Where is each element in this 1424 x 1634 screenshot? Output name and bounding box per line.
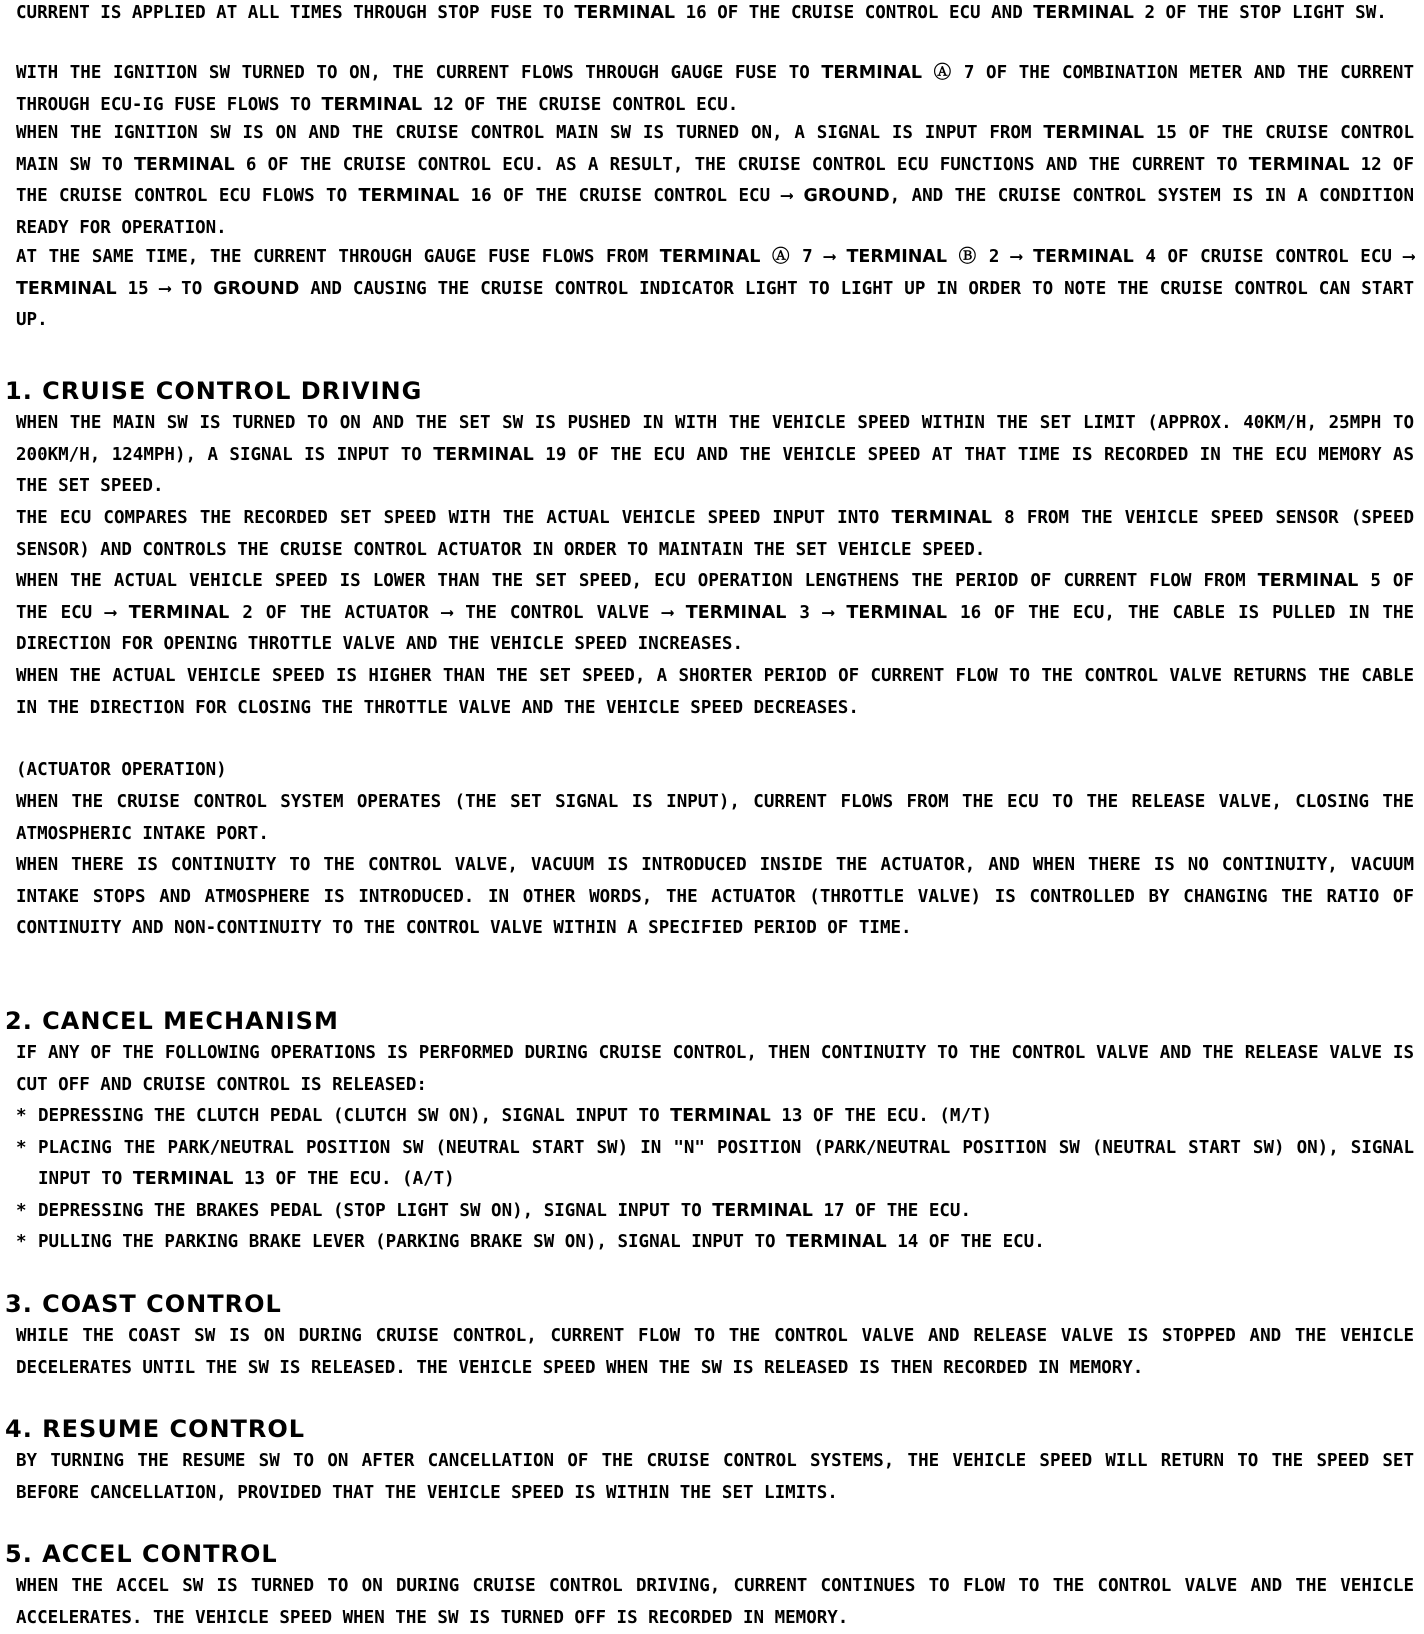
terminal-keyword: TERMINAL	[891, 508, 993, 528]
section1-paragraph-3: WHEN THE ACTUAL VEHICLE SPEED IS LOWER THAN THE SET SPEED, ECU OPERATION LENGTHENS THE PERIOD OF CURRENT FLOW FROM TERMINAL 5 OF THE ECU ⟶ TERMINAL 2 OF THE ACTUATOR ⟶ THE CONTROL VALVE ⟶ TERMINAL 3 ⟶ TERMINAL 16 OF THE ECU, THE CABLE IS PULLED IN THE DIRECTION FOR OPENING THROTTLE VALVE AND THE VEHICLE SPEED INCREASES.	[16, 571, 1415, 654]
section1-paragraph-1: WHEN THE MAIN SW IS TURNED TO ON AND THE SET SW IS PUSHED IN WITH THE VEHICLE SPEED WITHIN THE SET LIMIT (APPROX. 40KM/H, 25MPH TO 200KM/H, 124MPH), A SIGNAL IS INPUT TO TERMINAL 19 OF THE ECU AND THE VEHICLE SPEED AT THAT TIME IS RECORDED IN THE ECU MEMORY AS THE SET SPEED.	[16, 413, 1414, 496]
section4-paragraph-1: BY TURNING THE RESUME SW TO ON AFTER CANCELLATION OF THE CRUISE CONTROL SYSTEMS, THE VEHICLE SPEED WILL RETURN TO THE SPEED SET BEFORE CANCELLATION, PROVIDED THAT THE VEHICLE SPEED IS WITHIN THE SET LIMITS.	[16, 1451, 1414, 1503]
terminal-keyword: TERMINAL	[1257, 571, 1359, 591]
terminal-keyword: TERMINAL	[1033, 247, 1134, 267]
terminal-keyword: TERMINAL	[786, 1232, 887, 1252]
section1-paragraph-6: WHEN THERE IS CONTINUITY TO THE CONTROL VALVE, VACUUM IS INTRODUCED INSIDE THE ACTUATOR, AND WHEN THERE IS NO CONTINUITY, VACUUM INTAKE STOPS AND ATMOSPHERE IS INTRODUCED. IN OTHER WORDS, THE ACTUATOR (THROTTLE VALVE) IS CONTROLLED BY CHANGING THE RATIO OF CONTINUITY AND NON-CONTINUITY TO THE CONTROL VALVE WITHIN A SPECIFIED PERIOD OF TIME.	[16, 855, 1414, 938]
list-item	[16, 1133, 1414, 1196]
section5-paragraph-1: WHEN THE ACCEL SW IS TURNED TO ON DURING CRUISE CONTROL DRIVING, CURRENT CONTINUES TO FLOW TO THE CONTROL VALVE AND THE VEHICLE ACCELERATES. THE VEHICLE SPEED WHEN THE SW IS TURNED OFF IS RECORDED IN MEMORY.	[16, 1576, 1414, 1628]
terminal-keyword: TERMINAL	[574, 3, 676, 23]
section-heading-coast-control: 3. COAST CONTROL	[5, 1290, 282, 1318]
terminal-keyword: TERMINAL	[1043, 123, 1144, 143]
terminal-keyword: TERMINAL	[128, 602, 230, 623]
terminal-keyword: TERMINAL	[670, 1106, 771, 1126]
section-heading-accel-control: 5. ACCEL CONTROL	[5, 1540, 278, 1568]
terminal-keyword: TERMINAL	[846, 247, 948, 267]
section1-paragraph-5: WHEN THE CRUISE CONTROL SYSTEM OPERATES (THE SET SIGNAL IS INPUT), CURRENT FLOWS FROM THE ECU TO THE RELEASE VALVE, CLOSING THE ATMOSPHERIC INTAKE PORT.	[16, 792, 1414, 844]
terminal-keyword: TERMINAL	[846, 602, 948, 623]
terminal-keyword: TERMINAL	[133, 154, 235, 175]
intro-paragraph-1: CURRENT IS APPLIED AT ALL TIMES THROUGH STOP FUSE TO TERMINAL 16 OF THE CRUISE CONTROL ECU AND TERMINAL 2 OF THE STOP LIGHT SW.	[16, 3, 1387, 23]
section3-paragraph-1: WHILE THE COAST SW IS ON DURING CRUISE CONTROL, CURRENT FLOW TO THE CONTROL VALVE AND RELEASE VALVE IS STOPPED AND THE VEHICLE DECELERATES UNTIL THE SW IS RELEASED. THE VEHICLE SPEED WHEN THE SW IS RELEASED IS THEN RECORDED IN MEMORY.	[16, 1326, 1414, 1378]
list-item	[16, 1196, 1414, 1228]
list-item	[16, 1101, 1414, 1133]
bullet-mark: *	[16, 1106, 27, 1126]
terminal-keyword: TERMINAL	[821, 63, 923, 83]
terminal-keyword: TERMINAL	[1248, 154, 1350, 175]
terminal-keyword: TERMINAL	[712, 1200, 813, 1221]
actuator-operation-subheading: (ACTUATOR OPERATION)	[16, 760, 227, 780]
list-item-text: PLACING THE PARK/NEUTRAL POSITION SW (NEUTRAL START SW) IN "N" POSITION (PARK/NEUTRAL POSITION SW (NEUTRAL START SW) ON), SIGNAL INPUT TO TERMINAL 13 OF THE ECU. (A/T)	[38, 1137, 1414, 1189]
intro-paragraph-2: WITH THE IGNITION SW TURNED TO ON, THE CURRENT FLOWS THROUGH GAUGE FUSE TO TERMINAL Ⓐ 7 OF THE COMBINATION METER AND THE CURRENT THROUGH ECU-IG FUSE FLOWS TO TERMINAL 12 OF THE CRUISE CONTROL ECU.	[16, 63, 1414, 115]
list-item-text: DEPRESSING THE CLUTCH PEDAL (CLUTCH SW ON), SIGNAL INPUT TO TERMINAL 13 OF THE ECU. (M/T)	[38, 1106, 993, 1126]
intro-paragraph-3: WHEN THE IGNITION SW IS ON AND THE CRUISE CONTROL MAIN SW IS TURNED ON, A SIGNAL IS INPUT FROM TERMINAL 15 OF THE CRUISE CONTROL MAIN SW TO TERMINAL 6 OF THE CRUISE CONTROL ECU. AS A RESULT, THE CRUISE CONTROL ECU FUNCTIONS AND THE CURRENT TO TERMINAL 12 OF THE CRUISE CONTROL ECU FLOWS TO TERMINAL 16 OF THE CRUISE CONTROL ECU ⟶ GROUND, AND THE CRUISE CONTROL SYSTEM IS IN A CONDITION READY FOR OPERATION.	[16, 123, 1414, 238]
terminal-keyword: TERMINAL	[659, 247, 761, 267]
section-heading-cancel-mechanism: 2. CANCEL MECHANISM	[5, 1007, 339, 1035]
terminal-keyword: TERMINAL	[132, 1169, 234, 1189]
list-item-text: PULLING THE PARKING BRAKE LEVER (PARKING BRAKE SW ON), SIGNAL INPUT TO TERMINAL 14 OF THE ECU.	[38, 1232, 1045, 1252]
terminal-keyword: TERMINAL	[433, 444, 534, 465]
bullet-mark: *	[16, 1200, 27, 1221]
list-item-text: DEPRESSING THE BRAKES PEDAL (STOP LIGHT SW ON), SIGNAL INPUT TO TERMINAL 17 OF THE ECU.	[38, 1200, 971, 1221]
terminal-keyword: TERMINAL	[685, 602, 787, 623]
section1-paragraph-2: THE ECU COMPARES THE RECORDED SET SPEED WITH THE ACTUAL VEHICLE SPEED INPUT INTO TERMINAL 8 FROM THE VEHICLE SPEED SENSOR (SPEED SENSOR) AND CONTROLS THE CRUISE CONTROL ACTUATOR IN ORDER TO MAINTAIN THE SET VEHICLE SPEED.	[16, 508, 1414, 560]
bullet-mark: *	[16, 1137, 27, 1158]
ground-keyword: GROUND	[803, 186, 890, 206]
terminal-keyword: TERMINAL	[321, 94, 423, 115]
terminal-keyword: TERMINAL	[1033, 3, 1134, 23]
section-heading-resume-control: 4. RESUME CONTROL	[5, 1415, 306, 1443]
section2-paragraph-1: IF ANY OF THE FOLLOWING OPERATIONS IS PERFORMED DURING CRUISE CONTROL, THEN CONTINUITY TO THE CONTROL VALVE AND THE RELEASE VALVE IS CUT OFF AND CRUISE CONTROL IS RELEASED:	[16, 1043, 1414, 1095]
section-heading-cruise-control-driving: 1. CRUISE CONTROL DRIVING	[5, 377, 423, 405]
section1-paragraph-4: WHEN THE ACTUAL VEHICLE SPEED IS HIGHER THAN THE SET SPEED, A SHORTER PERIOD OF CURRENT FLOW TO THE CONTROL VALVE RETURNS THE CABLE IN THE DIRECTION FOR CLOSING THE THROTTLE VALVE AND THE VEHICLE SPEED DECREASES.	[16, 666, 1414, 718]
terminal-keyword: TERMINAL	[358, 186, 460, 206]
list-item	[16, 1227, 1414, 1259]
ground-keyword: GROUND	[213, 278, 300, 299]
cancel-operations-list	[16, 1101, 1414, 1259]
intro-paragraph-4: AT THE SAME TIME, THE CURRENT THROUGH GAUGE FUSE FLOWS FROM TERMINAL Ⓐ 7 ⟶ TERMINAL Ⓑ 2 ⟶ TERMINAL 4 OF CRUISE CONTROL ECU ⟶ TERMINAL 15 ⟶ TO GROUND AND CAUSING THE CRUISE CONTROL INDICATOR LIGHT TO LIGHT UP IN ORDER TO NOTE THE CRUISE CONTROL CAN START UP.	[16, 247, 1415, 330]
terminal-keyword: TERMINAL	[16, 278, 117, 299]
bullet-mark: *	[16, 1232, 27, 1252]
